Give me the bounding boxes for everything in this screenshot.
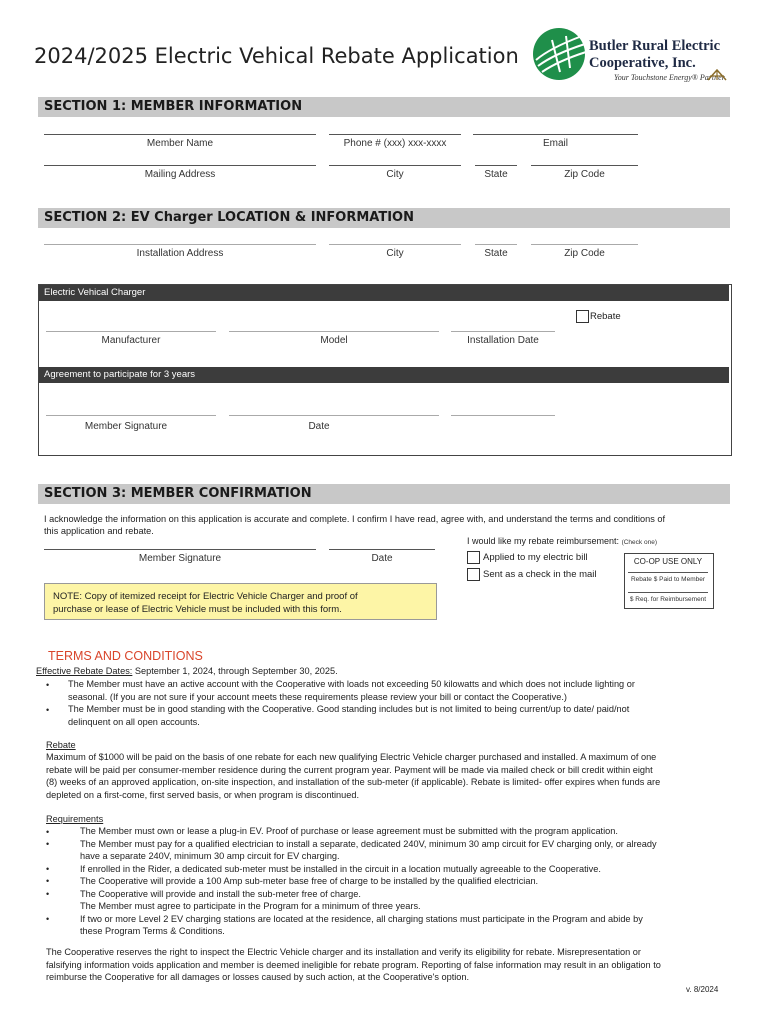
logo-name-line2: Cooperative, Inc. xyxy=(589,55,696,71)
confirm-signature-field[interactable] xyxy=(44,549,316,550)
confirm-date-field[interactable] xyxy=(329,549,435,550)
rebate-checkbox[interactable] xyxy=(576,310,589,323)
mailing-address-label: Mailing Address xyxy=(144,169,216,180)
version-label: v. 8/2024 xyxy=(686,985,719,994)
zip-field[interactable] xyxy=(531,165,638,166)
receipt-note-line2: purchase or lease of Electric Vehicle must be included with this form. xyxy=(53,604,342,615)
agreement-date-label: Date xyxy=(308,421,330,432)
email-label: Email xyxy=(542,138,568,149)
coop-reimbursement-label: $ Req. for Reimbursement xyxy=(629,596,707,603)
charger-bar: Electric Vehical Charger xyxy=(39,285,729,301)
install-zip-field[interactable] xyxy=(531,244,638,245)
install-zip-label: Zip Code xyxy=(564,248,605,259)
installation-date-label: Installation Date xyxy=(467,335,539,346)
email-field[interactable] xyxy=(473,134,638,135)
install-state-field[interactable] xyxy=(475,244,517,245)
installation-address-field[interactable] xyxy=(44,244,316,245)
requirement-item: If enrolled in the Rider, a dedicated sub-meter must be installed in the circuit in a location mutually agreeable to the Cooperative. xyxy=(80,863,601,874)
bullet-icon: • xyxy=(46,914,50,924)
agreement-bar: Agreement to participate for 3 years xyxy=(39,367,729,383)
rebate-label: Rebate xyxy=(590,311,621,322)
bullet-icon: • xyxy=(46,705,50,715)
receipt-note-line1: NOTE: Copy of itemized receipt for Electric Vehicle Charger and proof of xyxy=(53,591,358,602)
requirement-item: The Cooperative will provide a 100 Amp sub-meter base free of charge to be installed by the qualified electrician. xyxy=(80,876,539,886)
eligibility-item: The Member must be in good standing with the Cooperative. Good standing includes but is not limited to being current/up to date/ paid/not delinquent on all open accounts. xyxy=(68,704,630,727)
requirement-item: The Cooperative will provide and install the sub-meter free of charge. xyxy=(80,888,361,899)
zip-label: Zip Code xyxy=(564,169,605,180)
coop-reimbursement-field[interactable] xyxy=(628,592,708,593)
requirements-heading: Requirements xyxy=(46,814,104,824)
agreement-extra-field[interactable] xyxy=(451,415,555,416)
rebate-paragraph: Maximum of $1000 will be paid on the basis of one rebate for each new qualifying Electric Vehicle charger purchased and installed. A maximum of one rebate will be paid per consumer-member residence during the current program year. Payment will be made via mailed check or bill credit within eight (8) weeks of an approved application, on-site inspection, and installation of the sub-meter (if applicable). Rebate is limited- offer expires when funds are depleted on a first-come, first served basis, or when program is discontinued. xyxy=(46,752,661,800)
city-label: City xyxy=(386,169,404,180)
bullet-icon: • xyxy=(46,864,50,874)
state-field[interactable] xyxy=(475,165,517,166)
option-bill-checkbox[interactable] xyxy=(467,551,480,564)
model-field[interactable] xyxy=(229,331,439,332)
install-city-label: City xyxy=(386,248,404,259)
eligibility-item: The Member must have an active account with the Cooperative with loads not exceeding 50 kilowatts and which does not include lighting or seasonal. (If you are not sure if your account meets these requirements please review your bill or contact the Cooperative.) xyxy=(68,679,635,702)
section2-header: SECTION 2: EV Charger LOCATION & INFORMATION xyxy=(38,208,730,228)
member-name-field[interactable] xyxy=(44,134,316,135)
option-check-label: Sent as a check in the mail xyxy=(483,569,597,580)
option-check-checkbox[interactable] xyxy=(467,568,480,581)
requirement-item: The Member must own or lease a plug-in EV. Proof of purchase or lease agreement must be submitted with the program application. xyxy=(80,826,618,836)
phone-field[interactable] xyxy=(329,134,461,135)
model-label: Model xyxy=(320,335,348,346)
agreement-signature-label: Member Signature xyxy=(84,421,168,432)
bullet-icon: • xyxy=(46,680,50,690)
option-bill-label: Applied to my electric bill xyxy=(483,552,588,563)
bullet-icon: • xyxy=(46,876,50,886)
rebate-heading: Rebate xyxy=(46,740,76,750)
effective-dates: Effective Rebate Dates: September 1, 2024, through September 30, 2025. xyxy=(36,666,338,676)
manufacturer-label: Manufacturer xyxy=(101,335,161,346)
coop-use-title: CO-OP USE ONLY xyxy=(633,557,703,566)
requirement-item: The Member must agree to participate in the Program for a minimum of three years. xyxy=(80,901,421,911)
manufacturer-field[interactable] xyxy=(46,331,216,332)
confirm-date-label: Date xyxy=(371,553,393,564)
logo-name-line1: Butler Rural Electric xyxy=(589,38,721,54)
installation-address-label: Installation Address xyxy=(136,248,224,259)
confirm-signature-label: Member Signature xyxy=(138,553,222,564)
reimbursement-prompt: I would like my rebate reimbursement: (Check one) xyxy=(467,536,657,546)
logo-tagline: Your Touchstone Energy® Partner xyxy=(614,73,725,82)
requirements-list: The Member must own or lease a plug-in EV. Proof of purchase or lease agreement must be submitted with the program application. The Member must pay for a qualified electrician to install a separate, dedicated 240V, minimum 30 amp circuit for EV charging only, or already have a separate 240V, minimum 30 amp circuit for EV charging. If enrolled in the Rider, a dedicated sub-meter must be installed in the circuit in a location mutually agreeable to the Cooperative. The Cooperative will provide a 100 Amp sub-meter base free of charge to be installed by the qualified electrician. The Cooperative will provide and install the sub-meter free of charge. The Member must agree to participate in the Program for a minimum of three years. If two or more Level 2 EV charging stations are located at the residence, all charging stations must participate in the Program and abide by these Program Terms & Conditions. xyxy=(80,825,734,938)
agreement-date-field[interactable] xyxy=(229,415,439,416)
installation-date-field[interactable] xyxy=(451,331,555,332)
coop-rebate-paid-field[interactable] xyxy=(628,572,708,573)
cooperative-logo-icon xyxy=(530,26,592,82)
closing-paragraph: The Cooperative reserves the right to inspect the Electric Vehicle charger and its installation and verify its eligibility for rebate. Misrepresentation or falsifying information voids application and member is deemed ineligible for rebate program. Reporting of false information may result in an obligation to reimburse the Cooperative for all damages or losses caused by such action, at the Cooperative's option. xyxy=(46,947,661,982)
city-field[interactable] xyxy=(329,165,461,166)
page-title: 2024/2025 Electric Vehical Rebate Application xyxy=(34,44,519,68)
bullet-icon: • xyxy=(46,889,50,899)
receipt-note xyxy=(44,583,437,620)
state-label: State xyxy=(484,169,508,180)
touchstone-energy-icon xyxy=(706,68,728,82)
install-state-label: State xyxy=(484,248,508,259)
requirement-item: If two or more Level 2 EV charging stations are located at the residence, all charging stations must participate in the Program and abide by xyxy=(80,913,643,924)
acknowledgement-line2: this application and rebate. xyxy=(44,526,154,536)
section1-header: SECTION 1: MEMBER INFORMATION xyxy=(38,97,730,117)
bullet-icon: • xyxy=(46,839,50,849)
phone-label: Phone # (xxx) xxx-xxxx xyxy=(343,138,447,149)
install-city-field[interactable] xyxy=(329,244,461,245)
member-name-label: Member Name xyxy=(146,138,214,149)
agreement-signature-field[interactable] xyxy=(46,415,216,416)
section3-header: SECTION 3: MEMBER CONFIRMATION xyxy=(38,484,730,504)
terms-heading: TERMS AND CONDITIONS xyxy=(48,649,203,663)
coop-rebate-paid-label: Rebate $ Paid to Member xyxy=(630,576,706,583)
mailing-address-field[interactable] xyxy=(44,165,316,166)
requirement-item: The Member must pay for a qualified electrician to install a separate, dedicated 240V, minimum 30 amp circuit for EV charging only, or already xyxy=(80,838,657,849)
bullet-icon: • xyxy=(46,827,50,837)
acknowledgement-line1: I acknowledge the information on this application is accurate and complete. I confirm I have read, agree with, and understand the terms and conditions of xyxy=(44,514,666,524)
